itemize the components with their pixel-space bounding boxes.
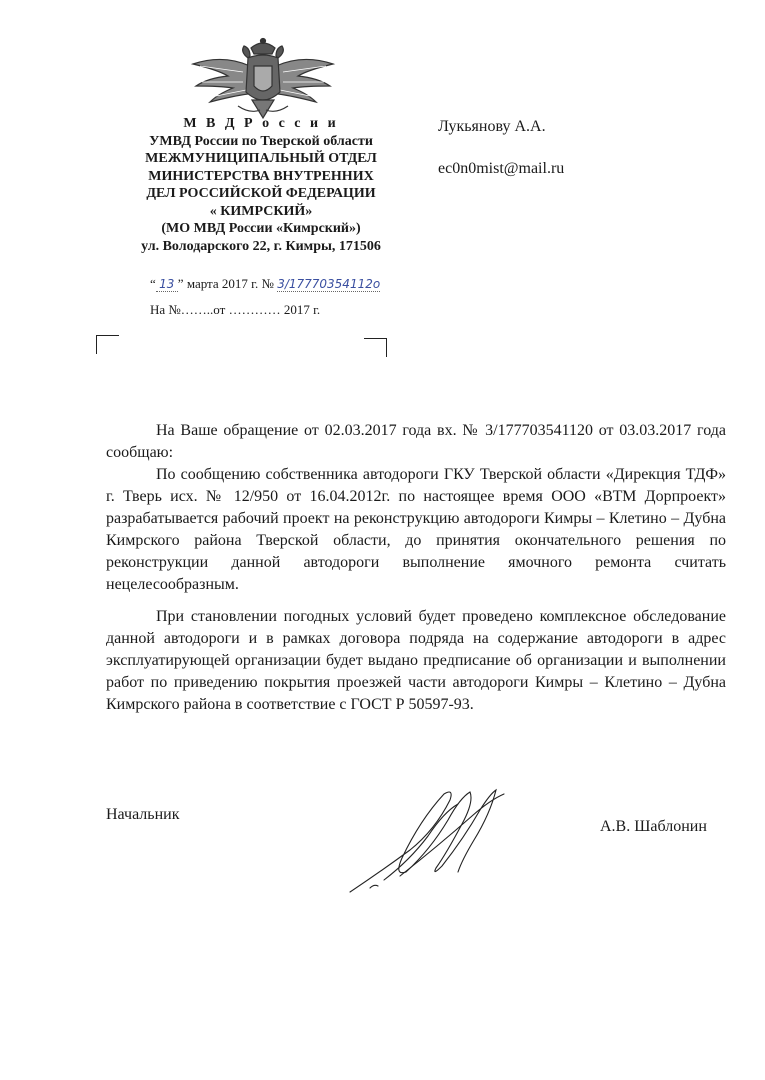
org-line-ministry: МИНИСТЕРСТВА ВНУТРЕННИХ: [148, 168, 374, 184]
org-address: ул. Володарского 22, г. Кимры, 171506: [141, 238, 381, 254]
signer-title: Начальник: [106, 806, 180, 823]
date-quote-close: ”: [177, 276, 184, 291]
date-rest: марта 2017 г. №: [183, 276, 274, 291]
letter-body: [106, 420, 726, 716]
recipient-email: ec0n0mist@mail.ru: [438, 160, 565, 177]
address-corner-left: [96, 335, 119, 354]
outgoing-number: 3/17770354112о: [277, 277, 381, 291]
address-corner-right: [364, 338, 387, 357]
double-headed-eagle-emblem-icon: [188, 36, 338, 120]
org-line-name: « КИМРСКИЙ»: [209, 203, 313, 219]
recipient-name: Лукьянову А.А.: [438, 118, 546, 135]
date-day: 13: [156, 277, 178, 292]
body-paragraph-3: При становлении погодных условий будет проведено комплексное обследование данной автодороги и в рамках договора подряда на содержание автодороги в адрес эксплуатирующей организации будет выдано предписание об организации и выполнении работ по приведению покрытия проезжей части автодороги Кимры – Клетино – Дубна Кимрского района в соответствие с ГОСТ Р 50597-93.: [106, 608, 726, 713]
org-line-regional: УМВД России по Тверской области: [149, 133, 373, 149]
org-line-abbrev: (МО МВД России «Кимрский»): [161, 221, 361, 236]
reference-line: На №……..от ………… 2017 г.: [150, 302, 321, 317]
org-short-name: М В Д Р о с с и и: [183, 116, 339, 131]
letterhead: [96, 115, 426, 255]
body-paragraph-2: По сообщению собственника автодороги ГКУ Тверской области «Дирекция ТДФ» г. Тверь исх. № 12/950 от 16.04.2012г. по настоящее время ООО «ВТМ Дорпроект» разрабатывается рабочий проект на реконструкцию автодороги Кимры – Клетино – Дубна Кимрского района Тверской области, до принятия окончательного решения по реконструкции данной автодороги выполнение ямочного ремонта считать нецелесообразным.: [106, 466, 726, 593]
signer-name: А.В. Шаблонин: [600, 818, 707, 835]
date-line: [150, 276, 380, 292]
org-line-federation: ДЕЛ РОССИЙСКОЙ ФЕДЕРАЦИИ: [146, 186, 376, 201]
recipient-block: [438, 116, 564, 180]
org-line-department: МЕЖМУНИЦИПАЛЬНЫЙ ОТДЕЛ: [145, 151, 377, 166]
body-paragraph-1: На Ваше обращение от 02.03.2017 года вх. № 3/177703541120 от 03.03.2017 года сообщаю:: [106, 422, 726, 461]
date-quote-open: “: [150, 276, 156, 291]
handwritten-signature-icon: [340, 780, 530, 900]
